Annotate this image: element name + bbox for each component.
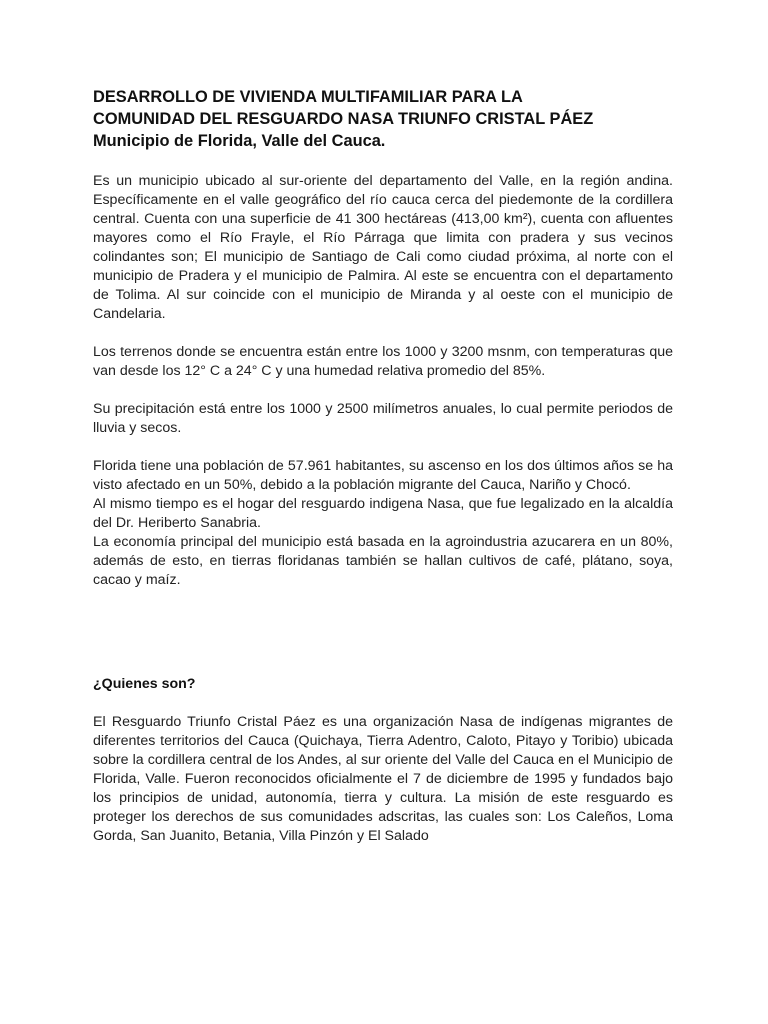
paragraph-population: Florida tiene una población de 57.961 habitantes, su ascenso en los dos últimos años se ha visto afectado en un 50%, debido a la población migrante del Cauca, Nariño y Chocó.: [93, 458, 673, 493]
paragraph-precipitation: Su precipitación está entre los 1000 y 2500 milímetros anuales, lo cual permite periodos de lluvia y secos.: [93, 401, 673, 436]
paragraph-location: Es un municipio ubicado al sur-oriente del departamento del Valle, en la región andina. Específicamente en el valle geográfico del río cauca cerca del piedemonte de la cordillera central. Cuenta con una superficie de 41 300 hectáreas (413,00 km²), cuenta con afluentes mayores como el Río Frayle, el Río Párraga que limita con pradera y sus vecinos colindantes son; El municipio de Santiago de Cali como ciudad próxima, al norte con el municipio de Pradera y el municipio de Palmira. Al este se encuentra con el departamento de Tolima. Al sur coincide con el municipio de Miranda y al oeste con el municipio de Candelaria.: [93, 173, 673, 322]
paragraph-who-they-are: El Resguardo Triunfo Cristal Páez es una organización Nasa de indígenas migrantes de diferentes territorios del Cauca (Quichaya, Tierra Adentro, Caloto, Pitayo y Toribio) ubicada sobre la cordillera central de los Andes, al sur oriente del Valle del Cauca en el Municipio de Florida, Valle. Fueron reconocidos oficialmente el 7 de diciembre de 1995 y fundados bajo los principios de unidad, autonomía, tierra y cultura. La misión de este resguardo es proteger los derechos de sus comunidades adscritas, las cuales son: Los Caleños, Loma Gorda, San Juanito, Betania, Villa Pinzón y El Salado: [93, 714, 673, 844]
title-line-2: COMUNIDAD DEL RESGUARDO NASA TRIUNFO CRISTAL PÁEZ: [93, 110, 594, 128]
document-title: [93, 86, 673, 152]
paragraph-terrain: Los terrenos donde se encuentra están entre los 1000 y 3200 msnm, con temperaturas que van desde los 12° C a 24° C y una humedad relativa promedio del 85%.: [93, 344, 673, 379]
paragraph-resguardo: Al mismo tiempo es el hogar del resguardo indigena Nasa, que fue legalizado en la alcaldía del Dr. Heriberto Sanabria.: [93, 496, 673, 531]
title-line-1: DESARROLLO DE VIVIENDA MULTIFAMILIAR PARA LA: [93, 88, 523, 106]
title-line-3: Municipio de Florida, Valle del Cauca.: [93, 132, 386, 150]
paragraph-economy: La economía principal del municipio está basada en la agroindustria azucarera en un 80%, además de esto, en tierras floridanas también se hallan cultivos de café, plátano, soya, cacao y maíz.: [93, 534, 673, 588]
section-heading: ¿Quienes son?: [93, 676, 196, 692]
document-body: [93, 86, 673, 846]
